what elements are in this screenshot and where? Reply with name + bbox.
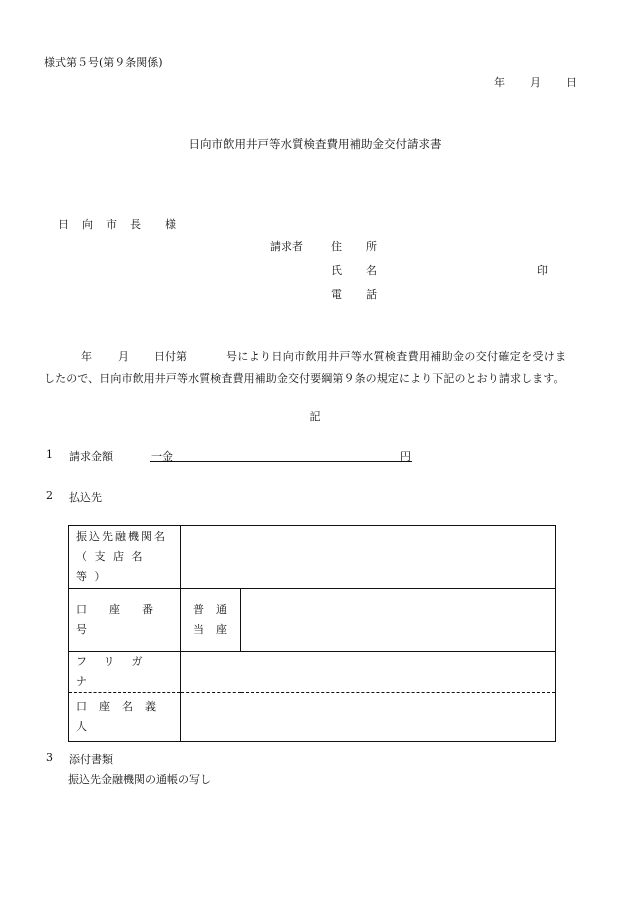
amount-unit: 円 — [400, 450, 411, 463]
addressee-char: 長 — [130, 218, 141, 231]
account-number-field[interactable] — [241, 589, 556, 652]
phone-label-char: 話 — [366, 288, 377, 301]
body-line1-rest: 号により日向市飲用井戸等水質検査費用補助金の交付確定を受けま — [226, 350, 567, 363]
account-type-cell — [181, 589, 241, 652]
body-day-no: 日付第 — [154, 350, 187, 363]
branch-name-label: （支店名等） — [76, 550, 150, 583]
seal-mark: 印 — [537, 264, 548, 277]
phone-label-char: 電 — [331, 288, 342, 301]
section-label: 添付書類 — [69, 753, 113, 766]
body-year: 年 — [81, 350, 92, 363]
requester-label: 請求者 — [270, 240, 303, 253]
amount-prefix: 一金 — [151, 450, 173, 463]
amount-underline — [150, 461, 412, 462]
section-label: 請求金額 — [69, 450, 113, 463]
body-month: 月 — [118, 350, 129, 363]
table-row — [69, 693, 556, 742]
document-title: 日向市飲用井戸等水質検査費用補助金交付請求書 — [188, 137, 442, 151]
date-month-label: 月 — [530, 76, 541, 89]
bank-name-field[interactable] — [181, 526, 556, 589]
account-type-current: 当座 — [193, 623, 239, 636]
section-number: 2 — [46, 489, 53, 502]
date-year-label: 年 — [494, 76, 505, 89]
bank-name-label-cell — [69, 526, 181, 589]
account-holder-label: 口座名義人 — [69, 693, 181, 742]
addressee-char: 様 — [165, 218, 176, 231]
address-label-char: 住 — [331, 240, 342, 253]
table-row — [69, 589, 556, 652]
addressee-char: 向 — [82, 218, 93, 231]
date-day-label: 日 — [566, 76, 577, 89]
furigana-field[interactable] — [181, 652, 556, 693]
address-label-char: 所 — [366, 240, 377, 253]
addressee-char: 日 — [58, 218, 69, 231]
name-label-char: 氏 — [331, 264, 342, 277]
addressee-char: 市 — [106, 218, 117, 231]
furigana-label: フリガナ — [69, 652, 181, 693]
section-number: 3 — [46, 751, 53, 764]
form-number: 様式第５号(第９条関係) — [44, 56, 163, 69]
section-number: 1 — [46, 448, 53, 461]
table-row — [69, 526, 556, 589]
account-holder-field[interactable] — [181, 693, 556, 742]
bank-name-label: 振込先融機関名 — [76, 530, 167, 543]
section-label: 払込先 — [69, 491, 102, 504]
attachment-item: 振込先金融機関の通帳の写し — [68, 773, 211, 786]
ki-marker: 記 — [309, 410, 321, 423]
bank-info-table — [68, 525, 556, 742]
account-number-label: 口座番号 — [69, 589, 181, 652]
account-type-ordinary: 普通 — [193, 603, 239, 616]
body-line2: したので、日向市飲用井戸等水質検査費用補助金交付要綱第９条の規定により下記のとおり請求します。 — [44, 372, 565, 385]
name-label-char: 名 — [366, 264, 377, 277]
table-row — [69, 652, 556, 693]
